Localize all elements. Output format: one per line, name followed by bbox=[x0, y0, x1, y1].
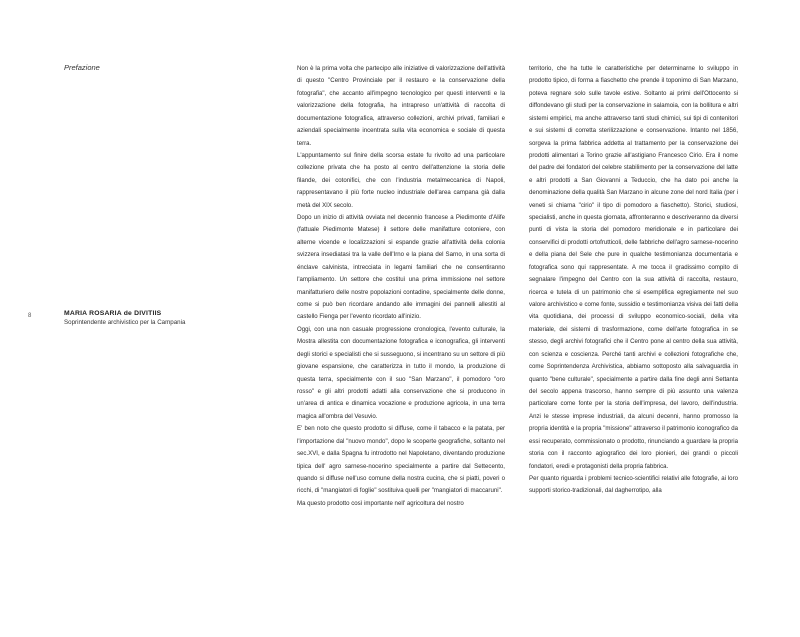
text-column-right bbox=[529, 63, 738, 498]
paragraph: Ma questo prodotto così importante nell' agricoltura del nostro bbox=[297, 499, 464, 507]
author-role: Soprintendente archivistico per la Campania bbox=[64, 319, 186, 326]
page-number: 8 bbox=[28, 313, 32, 319]
paragraph: territorio, che ha tutte le caratteristiche per determinarne lo sviluppo in prodotto tipico, di forma a fiaschetto che prende il toponimo di San Marzano, poteva regnare solo sulle tavole estive. Soltanto ai primi dell'Ottocento si diffondevano gli studi per la conservazione in salamoia, con la bollitura e altri sistemi empirici, ma anche attraverso tanti studi chimici, sui tipi di contenitori e sui sistemi di corretta sterilizzazione e conservazione. Intanto nel 1856, sorgeva la prima fabbrica addetta al trattamento per la conservazione dei prodotti alimentari a Torino grazie all'astigiano Francesco Cirio. Era il nome del padre dei fondatori del celebre stabilimento per la conservazione del latte e altri prodotti a San Giovanni a Teduccio, che ha dato poi anche la denominazione della qualità San Marzano in alcune zone del nord Italia (per i veneti si chiama "cirio" il tipo di pomodoro a fiaschetto). Storici, studiosi, specialisti, anche in questa giornata, affronteranno e descriveranno da diversi punti di vista la storia del pomodoro meridionale e in particolare dei conservifici di prodotti ortofrutticoli, delle fabbriche dell'agro sarnese-nocerino e della piana del Sele che pure in qualche testimonianza documentaria e fotografica sono qui rappresentate. A me tocca il gradissimo compito di segnalare l'impegno del Centro con la sua attività di raccolta, restauro, ricerca e tutela di un patrimonio che si esemplifica egregiamente nel suo valore archivistico e come fonte, sussidio e testimonianza visiva dei fatti della vita quotidiana, dei processi di sviluppo economico-sociali, della vita materiale, dei sistemi di trasformazione, come dell'arte fotografica in se stesso, degli archivi fotografici che il Centro pone al centro della sua attività, con scienza e coscienza. Perché tanti archivi e collezioni fotografiche che, come Soprintendenza Archivistica, abbiamo sottoposto alla salvaguardia in quanto "bene culturale", specialmente a partire dalla fine degli anni Settanta del secolo appena trascorso, hanno sempre di più assunto una valenza particolare come fonte per la storia dell'impresa, del lavoro, dell'industria. Anzi le stesse imprese industriali, da alcuni decenni, hanno promosso la propria identità e la propria "missione" attraverso il patrimonio iconografico da essi recuperato, commissionato o prodotto, rinunciando a guardare la propria storia con il racconto agiografico dei loro pionieri, dei grandi o piccoli fondatori, eredi e protagonisti della propria fabbrica. bbox=[529, 65, 738, 470]
author-name: MARIA ROSARIA de DIVITIIS bbox=[64, 310, 162, 317]
paragraph: L'appuntamento sul finire della scorsa estate fu rivolto ad una particolare collezione privata che ha posto al centro dell'attenzione la storia delle filande, dei cotonifici, che con l'industria metalmeccanica di Napoli, rappresentavano il più forte nucleo industriale dell'area campana già dalla metà del XIX secolo. bbox=[297, 151, 505, 209]
section-heading: Prefazione bbox=[64, 63, 100, 72]
paragraph: E' ben noto che questo prodotto si diffuse, come il tabacco e la patata, per l'importazione dal "nuovo mondo", dopo le scoperte geografiche, soltanto nel sec.XVI, e dalla Spagna fu introdotto nel Napoletano, diventando produzione tipica dell' agro sarnese-nocerino specialmente a partire dal Settecento, quando si diffuse nell'uso comune della nostra cucina, che si piatti, poveri o ricchi, di "mangiatori di foglie" sostituiva quelli per "mangiatori di maccaruni". bbox=[297, 425, 505, 495]
paragraph: Oggi, con una non casuale progressione cronologica, l'evento culturale, la Mostra allestita con documentazione fotografica e iconografica, gli interventi degli storici e specialisti che si susseguono, si incentrano su un settore di più giovane espansione, che caratterizza in tutto il mondo, la produzione di questa terra, specialmente con il suo "San Marzano", il pomodoro "oro rosso" e gli altri prodotti adatti alla conservazione che si producono in un'area di antica e dinamica vocazione e produzione agricola, in una terra magica all'ombra del Vesuvio. bbox=[297, 325, 505, 420]
paragraph: Non è la prima volta che partecipo alle iniziative di valorizzazione dell'attività di questo "Centro Provinciale per il restauro e la conservazione della fotografia", che accanto all'impegno tecnologico per questi interventi e la valorizzazione della fotografia, ha intrapreso un'attività di raccolta di documentazione fotografica, attraverso collezioni, archivi privati, familiari e aziendali specialmente incentrata sulla vita economica e sociale di questa terra. bbox=[297, 65, 505, 147]
paragraph: Dopo un inizio di attività ovviata nel decennio francese a Piedimonte d'Alife (fattuale Piedimonte Matese) il settore delle manifatture cotoniere, con alterne vicende e localizzazioni si espande grazie all'attività della colonia svizzera insediatasi tra la valle dell'Irno e la piana del Sarno, in una sorta di énclave calvinista, intrecciata in legami familiari che ne consentiranno l'ampliamento. Un settore che costituì una prima immissione nel settore manifatturiero delle nostre popolazioni contadine, specialmente delle donne, come si può ben ricordare andando alle immagini dei pannelli allestiti al castello Fienga per l'evento ricordato all'inizio. bbox=[297, 214, 505, 321]
author-block bbox=[64, 309, 274, 327]
text-column-left bbox=[297, 63, 505, 510]
paragraph: Per quanto riguarda i problemi tecnico-scientifici relativi alle fotografie, ai loro supporti storico-tradizionali, dal dagherrotipo, alla bbox=[529, 474, 738, 495]
